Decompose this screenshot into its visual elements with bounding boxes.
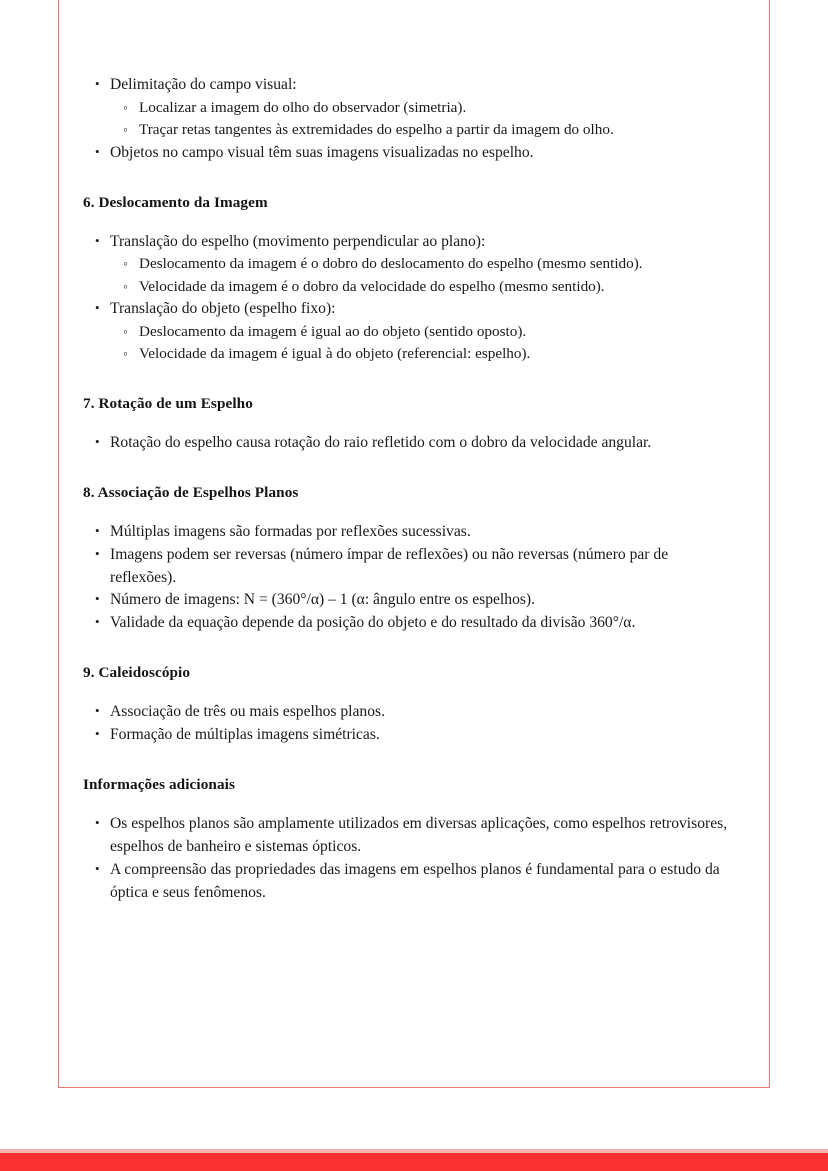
list-item — [110, 612, 733, 635]
list-item — [139, 321, 733, 343]
spacer — [83, 682, 733, 701]
list-item — [110, 701, 733, 724]
list-item — [139, 97, 733, 119]
list-item-text: • Os espelhos planos são amplamente utilizados em diversas aplicações, como espelhos retrovisores, espelhos de banheiro e sistemas ópticos. — [110, 813, 733, 859]
spacer — [83, 165, 733, 193]
list-item-text: • A compreensão das propriedades das imagens em espelhos planos é fundamental para o estudo da óptica e seus fenômenos. — [110, 859, 733, 905]
spacer — [83, 794, 733, 813]
list-item-text: • Objetos no campo visual têm suas imagens visualizadas no espelho. — [110, 142, 733, 165]
spacer — [83, 455, 733, 483]
list-item-text: ◦ Velocidade da imagem é o dobro da velocidade do espelho (mesmo sentido). — [139, 276, 733, 298]
spacer — [83, 502, 733, 521]
sub-list — [110, 321, 733, 366]
list-item — [139, 119, 733, 141]
list-item — [110, 859, 733, 905]
list-item — [110, 724, 733, 747]
list-item-text: • Validade da equação depende da posição do objeto e do resultado da divisão 360°/α. — [110, 612, 733, 635]
spacer — [83, 413, 733, 432]
list-item — [139, 253, 733, 275]
list-item-text: • Imagens podem ser reversas (número ímpar de reflexões) ou não reversas (número par de reflexões). — [110, 544, 733, 590]
list-item — [139, 276, 733, 298]
list-item-text: ◦ Velocidade da imagem é igual à do objeto (referencial: espelho). — [139, 343, 733, 365]
list-item-text: • Translação do objeto (espelho fixo): — [110, 298, 733, 321]
list-item-text: • Associação de três ou mais espelhos planos. — [110, 701, 733, 724]
section-list-informacoes-adicionais — [83, 813, 733, 905]
section-heading-informacoes-adicionais: Informações adicionais — [83, 776, 235, 794]
list-item — [110, 544, 733, 590]
spacer — [83, 747, 733, 775]
list-item — [110, 231, 733, 299]
list-item-text: ◦ Deslocamento da imagem é igual ao do objeto (sentido oposto). — [139, 321, 733, 343]
spacer — [83, 212, 733, 231]
sub-list — [110, 253, 733, 298]
section-list-rotacao-de-um-espelho — [83, 432, 733, 455]
footer-red-bar — [0, 1153, 828, 1171]
list-item — [110, 142, 733, 165]
list-item-text: • Formação de múltiplas imagens simétricas. — [110, 724, 733, 747]
section-heading-caleidoscopio: 9. Caleidoscópio — [83, 664, 191, 682]
list-item-text: ◦ Traçar retas tangentes às extremidades do espelho a partir da imagem do olho. — [139, 119, 733, 141]
section-list-deslocamento-da-imagem — [83, 231, 733, 366]
list-item-text: • Rotação do espelho causa rotação do raio refletido com o dobro da velocidade angular. — [110, 432, 733, 455]
section-list-caleidoscopio — [83, 701, 733, 747]
list-item — [139, 343, 733, 365]
intro-list — [83, 74, 733, 165]
list-item-text: ◦ Localizar a imagem do olho do observador (simetria). — [139, 97, 733, 119]
section-heading-associacao-de-espelhos-planos: 8. Associação de Espelhos Planos — [83, 483, 299, 501]
list-item — [110, 298, 733, 366]
document-content — [83, 74, 733, 905]
list-item-text: • Translação do espelho (movimento perpendicular ao plano): — [110, 231, 733, 254]
list-item — [110, 589, 733, 612]
list-item-text: ◦ Deslocamento da imagem é o dobro do deslocamento do espelho (mesmo sentido). — [139, 253, 733, 275]
list-item-text: • Múltiplas imagens são formadas por reflexões sucessivas. — [110, 521, 733, 544]
list-item-text: • Delimitação do campo visual: — [110, 74, 733, 97]
section-heading-deslocamento-da-imagem: 6. Deslocamento da Imagem — [83, 193, 268, 211]
spacer — [83, 635, 733, 663]
list-item — [110, 813, 733, 859]
section-heading-rotacao-de-um-espelho: 7. Rotação de um Espelho — [83, 394, 253, 412]
sub-list — [110, 97, 733, 142]
list-item-text: • Número de imagens: N = (360°/α) – 1 (α: ângulo entre os espelhos). — [110, 589, 733, 612]
list-item — [110, 74, 733, 142]
list-item — [110, 432, 733, 455]
list-item — [110, 521, 733, 544]
section-list-associacao-de-espelhos-planos — [83, 521, 733, 636]
spacer — [83, 366, 733, 394]
